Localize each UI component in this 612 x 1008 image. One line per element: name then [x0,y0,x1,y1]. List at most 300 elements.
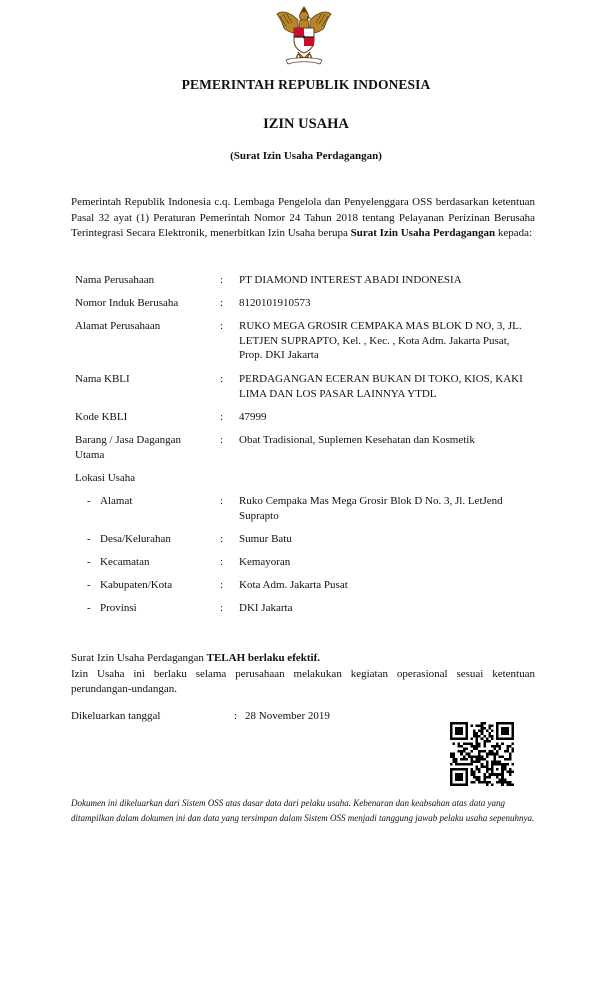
qr-module [504,722,507,725]
qr-module [460,773,463,776]
qr-module [463,722,466,725]
qr-module [478,776,481,779]
qr-module [450,783,453,786]
qr-module [496,735,499,738]
regency-colon: : [220,579,224,591]
location-address-value: Ruko Cempaka Mas Mega Grosir Blok D No. 3, Jl. LetJend Suprapto [239,495,503,522]
qr-module [511,748,514,751]
qr-module [453,760,456,763]
qr-module [458,778,461,781]
qr-module [483,735,486,738]
regency-value: Kota Adm. Jakarta Pusat [239,579,348,591]
issued-date-value: 28 November 2019 [245,710,330,722]
qr-module [465,722,468,725]
qr-module [470,768,473,771]
qr-module [491,750,494,753]
qr-module [473,773,476,776]
qr-module [470,781,473,784]
qr-module [473,781,476,784]
goods-colon: : [220,434,224,446]
qr-module [481,766,484,769]
qr-module [458,763,461,766]
qr-module [501,742,504,745]
qr-module [488,740,491,743]
qr-module [460,776,463,779]
qr-module [483,750,486,753]
qr-module [476,725,479,728]
qr-module [486,737,489,740]
qr-module [468,763,471,766]
qr-module [506,727,509,730]
qr-module [504,768,507,771]
qr-module [465,773,468,776]
qr-module [491,773,494,776]
qr-module [488,735,491,738]
qr-module [511,725,514,728]
qr-module [511,732,514,735]
qr-module [491,768,494,771]
qr-module [494,755,497,758]
qr-module [470,725,473,728]
qr-module [496,745,499,748]
qr-module [496,773,499,776]
qr-module [473,776,476,779]
qr-module [450,773,453,776]
qr-module [473,730,476,733]
qr-module [478,771,481,774]
qr-module [509,768,512,771]
qr-module [455,727,458,730]
qr-module [463,748,466,751]
qr-module [465,776,468,779]
qr-module [450,735,453,738]
qr-module [481,722,484,725]
qr-module [476,732,479,735]
qr-module [501,732,504,735]
qr-module [453,758,456,761]
qr-module [509,753,512,756]
qr-module [481,737,484,740]
kbli-name-colon: : [220,373,224,385]
qr-module [460,745,463,748]
intro-bold: Surat Izin Usaha Perdagangan [350,227,496,239]
qr-module [458,737,461,740]
qr-module [496,760,499,763]
qr-module [463,758,466,761]
qr-module [463,755,466,758]
qr-module [455,776,458,779]
qr-module [506,771,509,774]
qr-module [491,730,494,733]
qr-module [501,773,504,776]
qr-module [506,758,509,761]
qr-module [496,725,499,728]
qr-module [450,776,453,779]
qr-module [499,722,502,725]
qr-module [465,732,468,735]
province-value: DKI Jakarta [239,602,293,614]
qr-module [453,753,456,756]
location-address-colon: : [220,495,224,507]
qr-module [478,758,481,761]
qr-module [499,755,502,758]
qr-module [504,750,507,753]
qr-module [496,768,499,771]
qr-module [476,740,479,743]
business-location-label: Lokasi Usaha [75,472,136,484]
qr-module [509,773,512,776]
qr-module [486,768,489,771]
location-address-dash: - [87,495,91,507]
document-title: IZIN USAHA [263,116,349,132]
qr-module [483,740,486,743]
qr-module [476,735,479,738]
goods-label: Barang / Jasa Dagangan Utama [75,434,181,461]
intro-paragraph [71,195,535,242]
qr-module [473,760,476,763]
issued-date-colon: : [234,710,238,722]
qr-module [483,742,486,745]
status-paragraph [71,651,535,698]
qr-module [465,753,468,756]
qr-module [460,783,463,786]
qr-module [499,781,502,784]
qr-module [470,763,473,766]
qr-module [460,727,463,730]
qr-module [465,778,468,781]
qr-module [488,750,491,753]
qr-module [488,773,491,776]
company-address-label: Alamat Perusahaan [75,320,161,332]
qr-module [496,737,499,740]
qr-module [481,750,484,753]
qr-module [470,745,473,748]
qr-module [491,766,494,769]
qr-module [465,737,468,740]
qr-module [478,742,481,745]
qr-module [455,722,458,725]
company-address-value: RUKO MEGA GROSIR CEMPAKA MAS BLOK D NO, 3, JL. LETJEN SUPRAPTO, Kel. , Kec. , Kota Adm. Jakarta Pusat, Prop. DKI Jakarta [239,320,522,361]
qr-module [494,763,497,766]
qr-module [501,778,504,781]
qr-module [455,773,458,776]
qr-module [478,755,481,758]
qr-module [478,745,481,748]
company-name-label: Nama Perusahaan [75,274,155,286]
qr-module [473,771,476,774]
qr-module [496,727,499,730]
qr-module [458,730,461,733]
qr-module [488,727,491,730]
qr-module [491,763,494,766]
qr-module [458,732,461,735]
qr-module [506,732,509,735]
qr-module [483,776,486,779]
qr-module [478,768,481,771]
qr-module [496,763,499,766]
qr-module [499,773,502,776]
qr-module [476,768,479,771]
qr-module [504,766,507,769]
qr-module [460,750,463,753]
qr-module [481,730,484,733]
qr-module [465,768,468,771]
qr-module [478,753,481,756]
qr-module [473,732,476,735]
qr-module [458,783,461,786]
regency-dash: - [87,579,91,591]
regency-label: Kabupaten/Kota [100,579,173,591]
kbli-code-colon: : [220,411,224,423]
qr-module [501,781,504,784]
qr-module [511,750,514,753]
village-value: Sumur Batu [239,533,292,545]
province-colon: : [220,602,224,614]
qr-module [483,727,486,730]
qr-module [511,742,514,745]
qr-module [455,758,458,761]
qr-module [476,737,479,740]
qr-module [496,753,499,756]
qr-module [504,763,507,766]
qr-module [453,742,456,745]
qr-module [483,722,486,725]
qr-module [496,732,499,735]
qr-module [481,732,484,735]
qr-module [506,763,509,766]
qr-module [460,737,463,740]
qr-module [460,778,463,781]
village-colon: : [220,533,224,545]
district-label: Kecamatan [100,556,150,568]
district-dash: - [87,556,91,568]
qr-module [486,753,489,756]
qr-module [483,778,486,781]
qr-module [450,755,453,758]
qr-module [470,771,473,774]
nib-value: 8120101910573 [239,297,311,309]
qr-module [468,755,471,758]
qr-module [499,778,502,781]
qr-module [486,763,489,766]
qr-module [494,760,497,763]
kbli-name-value: PERDAGANGAN ECERAN BUKAN DI TOKO, KIOS, KAKI LIMA DAN LOS PASAR LAINNYA YTDL [239,373,523,400]
qr-module [506,781,509,784]
qr-module [458,722,461,725]
qr-module [483,758,486,761]
qr-module [470,773,473,776]
company-name-value: PT DIAMOND INTEREST ABADI INDONESIA [239,274,462,286]
qr-module [458,776,461,779]
qr-module [511,735,514,738]
qr-module [496,722,499,725]
status-effective: TELAH berlaku efektif. [206,652,320,664]
document-subtitle: (Surat Izin Usaha Perdagangan) [230,150,382,162]
qr-module [453,783,456,786]
qr-module [455,737,458,740]
qr-module [463,768,466,771]
qr-module [496,776,499,779]
qr-module [491,745,494,748]
qr-module [501,776,504,779]
qr-module [501,737,504,740]
qr-module [488,725,491,728]
qr-module [488,732,491,735]
qr-module [483,773,486,776]
qr-module [506,748,509,751]
garuda-emblem-icon [274,4,334,66]
qr-module [506,730,509,733]
qr-module [501,771,504,774]
qr-module [465,758,468,761]
qr-module [470,758,473,761]
qr-module [504,732,507,735]
qr-module [481,763,484,766]
qr-module [478,725,481,728]
qr-module [470,737,473,740]
qr-module [506,722,509,725]
qr-module [465,725,468,728]
qr-module [460,753,463,756]
qr-module [499,748,502,751]
issued-date-label: Dikeluarkan tanggal [71,710,161,722]
qr-module [491,735,494,738]
qr-module [506,745,509,748]
qr-module [501,768,504,771]
qr-module [501,722,504,725]
village-label: Desa/Kelurahan [100,533,171,545]
qr-module [450,768,453,771]
qr-module [481,725,484,728]
qr-module [509,771,512,774]
qr-module [463,742,466,745]
qr-module [483,745,486,748]
qr-module [460,768,463,771]
qr-module [476,755,479,758]
qr-module [494,748,497,751]
intro-suffix: kepada: [495,227,533,239]
qr-module [509,737,512,740]
qr-module [509,745,512,748]
qr-module [504,727,507,730]
qr-module [478,750,481,753]
qr-module [488,768,491,771]
qr-module [481,781,484,784]
district-colon: : [220,556,224,568]
qr-module [450,737,453,740]
qr-module [465,763,468,766]
kbli-code-value: 47999 [239,411,267,423]
qr-module [453,755,456,758]
qr-module [494,758,497,761]
qr-module [468,753,471,756]
company-address-colon: : [220,320,224,332]
qr-module [473,735,476,738]
qr-module [501,783,504,786]
qr-module [478,760,481,763]
qr-module [504,730,507,733]
qr-module [470,750,473,753]
qr-module [450,722,453,725]
district-value: Kemayoran [239,556,291,568]
qr-module [511,737,514,740]
qr-module [465,735,468,738]
village-dash: - [87,533,91,545]
qr-module [509,783,512,786]
qr-module [465,748,468,751]
qr-module [460,763,463,766]
qr-module [486,771,489,774]
qr-module [453,737,456,740]
qr-module [455,768,458,771]
qr-module [478,778,481,781]
qr-module [465,781,468,784]
qr-module [470,742,473,745]
qr-module [501,730,504,733]
qr-module [504,778,507,781]
qr-module [465,783,468,786]
qr-module [473,755,476,758]
qr-module [483,781,486,784]
qr-module [470,760,473,763]
qr-module [494,745,497,748]
qr-module [506,783,509,786]
qr-module [486,783,489,786]
qr-module [488,781,491,784]
qr-module [496,730,499,733]
qr-module [491,737,494,740]
qr-module [499,763,502,766]
qr-module [486,730,489,733]
qr-module [486,781,489,784]
qr-module [511,722,514,725]
status-validity: Izin Usaha ini berlaku selama perusahaan melakukan kegiatan operasional sesuai ketentuan perundangan-undangan. [71,667,535,695]
government-heading: PEMERINTAH REPUBLIK INDONESIA [181,77,431,92]
qr-module [455,783,458,786]
qr-module [460,758,463,761]
qr-module [453,768,456,771]
qr-module [455,732,458,735]
qr-module [450,771,453,774]
qr-module [499,737,502,740]
province-label: Provinsi [100,602,137,614]
qr-module [491,771,494,774]
qr-module [486,776,489,779]
qr-module [450,753,453,756]
qr-module [494,773,497,776]
qr-module [509,755,512,758]
qr-module [476,758,479,761]
kbli-name-label: Nama KBLI [75,373,130,385]
qr-module [504,737,507,740]
qr-module [504,781,507,784]
qr-module [496,742,499,745]
location-address-label: Alamat [100,495,133,507]
qr-module [458,768,461,771]
qr-module [476,745,479,748]
qr-module [488,776,491,779]
qr-module [465,742,468,745]
qr-module [455,760,458,763]
qr-module [506,750,509,753]
province-dash: - [87,602,91,614]
qr-module [476,776,479,779]
qr-module [486,760,489,763]
qr-module [481,758,484,761]
qr-module [453,722,456,725]
qr-module [496,750,499,753]
qr-module [506,737,509,740]
